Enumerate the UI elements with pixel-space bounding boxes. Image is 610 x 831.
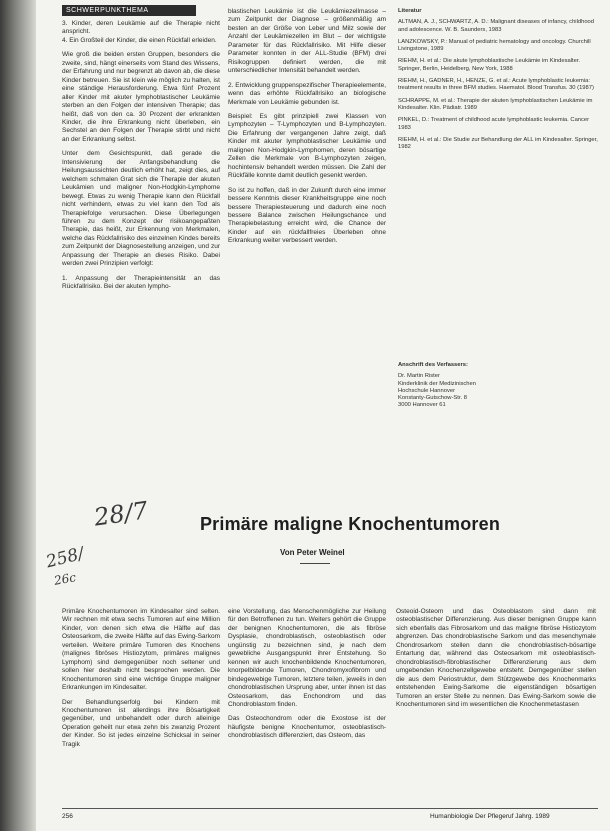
- literature-item: ALTMAN, A. J., SCHWARTZ, A. D.: Malignant diseases of infancy, childhood and adolescence. W. B. Saunders, 1983: [398, 19, 594, 33]
- literature-item: PINKEL, D.: Treatment of childhood acute lymphoblastic leukemia. Cancer 1983: [398, 117, 590, 131]
- literature-item: RIEHM, H. et al.: Die Studie zur Behandlung der ALL im Kindesalter. Springer, 1982: [398, 136, 598, 151]
- paragraph: Osteoid-Osteom und das Osteoblastom sind dann mit osteoblastischer Differenzierung. Aus dieser benignen Gruppe kann sich ebenfalls das Fibrosarkom und das maligne fibröse Histiozytom abgrenzen. Das chondroblastische Sarkom und das mesenchymale Chondrosarkom stellen dann die chondroblastisch-bösartige Entartung dar, während das Osteosarkom mit osteoblastisch-chondroblastisch-fibroblastischer Differenzierung aus dem umgebenden Knochenzellgewebe entsteht. Demgegenüber stellen die aus dem Periostruktur, dem Stützgewebe des Knochenmarks entstehenden Ewing-Sarkome die eigenständigen bösartigen Tumoren an erster Stelle zu nennen. Das Ewing-Sarkom sowie die Knochentumoren sind im wesentlichen die Knochenmetastasen: [396, 608, 596, 708]
- bottom-column-1: [62, 608, 220, 755]
- paragraph: Das Osteochondrom oder die Exostose ist der häufigste benigne Knochentumor, osteoblastisch-chondroblastisch differenziert, das Osteom, das: [228, 715, 386, 740]
- paragraph: 3. Kinder, deren Leukämie auf die Therapie nicht anspricht. 4. Ein Großteil der Kinder, die einen Rückfall erleiden.: [62, 20, 220, 44]
- literature-item: SCHRAPPE, M. et al.: Therapie der akuten lymphoblastischen Leukämie im Kindesalter. Klin. Pädiatr. 1989: [398, 97, 593, 111]
- address-line: Hochschule Hannover: [398, 387, 456, 394]
- top-column-1: [62, 20, 220, 298]
- address-line: Dr. Martin Rister: [398, 373, 440, 380]
- paragraph: 1. Anpassung der Therapieintensität an das Rückfallrisiko. Bei der akuten lympho-: [62, 274, 220, 291]
- journal-name: Humanbiologie Der Pflegeruf Jahrg. 1989: [430, 813, 550, 820]
- paragraph: blastischen Leukämie ist die Leukämiezellmasse – zum Zeitpunkt der Diagnose – größenmäßig am besten an der Größe von Leber und Milz sowie der Anzahl der Leukämiezellen im Blut – der wichtigste Parameter für das Rückfallrisiko. Mit Hilfe dieser Parameter konnten in der ALL-Studie (BFM) drei Risikogruppen definiert werden, die mit unterschiedlicher Intensität behandelt werden.: [228, 8, 386, 75]
- address-line: 3000 Hannover 61: [398, 402, 446, 409]
- handwritten-note: 26c: [52, 570, 78, 588]
- address-line: Konstanty-Gutschow-Str. 8: [398, 395, 467, 402]
- literature-item: RIEHM, H., GADNER, H., HENZE, G. et al.: Acute lymphoblastic leukemia: treatment results in three BFM studies. Haematol. Blood Transfus. 30 (1987): [398, 78, 594, 92]
- handwritten-note: 28/7: [92, 496, 150, 532]
- author-address: [398, 362, 598, 410]
- article-author: Von Peter Weinel: [280, 548, 345, 557]
- page-number: 256: [62, 813, 73, 820]
- paragraph: So ist zu hoffen, daß in der Zukunft durch eine immer bessere Kenntnis dieser Krankheitsgruppe eine noch bessere Therapiesteuerung und dadurch eine noch bessere Balance zwischen Heilungschance und Therapiebelastung erreicht wird, die Chance der Kinder auf ein rückfallfreies Überleben ohne Erkrankung weiter verbessert werden.: [228, 186, 386, 245]
- bottom-column-3: [396, 608, 596, 715]
- paragraph: eine Vorstellung, das Menschenmögliche zur Heilung für den Betroffenen zu tun. Weiters gehört die Gruppe der benignen Knochentumoren, die als fibröse Dysplasie, chondroblastisch, osteoblastisch oder ungünstig zu bezeichnen sind, je nach dem gewebliche Ausgangspunkt ihrer Entstehung. So kennen wir auch knochenbildende Knochentumoren, knorpelbildende Tumoren, Chondromyxofibrom und bindegewebige Tumoren, letztere teilen, jeweils in den chondroblastischen Ursprung aber, unter ihnen ist das Osteosarkom, das Enchondrom und das Chondroblastom finden.: [228, 608, 386, 708]
- paragraph: Wie groß die beiden ersten Gruppen, besonders die zweite, sind, hängt einerseits vom Stand des Wissens, der Erfahrung und nur begrenzt ab davon ab, die diese Kinder betreuen. Sie ist klein wie möglich zu halten, ist eine ständige Herausforderung. Etwa fünf Prozent aller Kinder mit akuter lymphoblastischer Leukämie sterben an den Folgen der intensiven Therapie; das heißt, daß von den ca. 30 Prozent der erkrankten Kinder, die ihre Erkrankung nicht überleben, ein Sechstel an den Folgen der Therapie stirbt und nicht an der Erkrankung selbst.: [62, 51, 220, 143]
- paragraph: Der Behandlungserfolg bei Kindern mit Knochentumoren ist allerdings ihre Bösartigkeit gegenüber, und unbehandelt oder durch alleinige Operation geheilt nur etwa zehn bis zwanzig Prozent der Kinder. So ist jedes einzelne Schicksal in seiner Tragik: [62, 698, 220, 748]
- section-header: SCHWERPUNKTHEMA: [62, 5, 196, 16]
- paragraph: 2. Entwicklung gruppenspezifischer Therapieelemente, wenn das erhöhte Rückfallrisiko an biologische Merkmale von Leukämie gebunden ist.: [228, 81, 386, 106]
- handwritten-note: 258/: [44, 543, 87, 573]
- literature-heading: Literatur: [398, 8, 422, 14]
- top-column-2: [228, 8, 386, 252]
- author-divider: [300, 563, 330, 564]
- address-heading: Anschrift des Verfassers:: [398, 362, 468, 368]
- footer-rule: [62, 808, 598, 809]
- bottom-column-2: [228, 608, 386, 747]
- literature-list: [398, 8, 598, 156]
- paragraph: Unter dem Gesichtspunkt, daß gerade die Intensivierung der Anfangsbehandlung die Heilungsaussichten deutlich erhöht hat, zeigt dies, auf welchem schmalen Grat sich die Therapie der akuten Leukämien und maligner Non-Hodgkin-Lymphome bewegt. Etwas zu wenig Therapie kann den Rückfall nicht verhindern, etwas zu viel kann den Tod als Therapiefolge verursachen. Diese Überlegungen führen zu dem Konzept der risikoangepaßten Therapie, das heißt, zur Erkennung von Merkmalen, welche das Rückfallrisiko des einzelnen Kindes bereits zum Zeitpunkt der Diagnosestellung anzeigen, und zur Anpassung der Therapie an dieses Risiko. Dabei werden zwei Prinzipien verfolgt:: [62, 150, 220, 268]
- address-line: Kinderklinik der Medizinischen: [398, 380, 476, 387]
- paragraph: Primäre Knochentumoren im Kindesalter sind selten. Wir rechnen mit etwa sechs Tumoren auf eine Million Kinder, von denen sich etwa die Hälfte auf das Osteosarkom, die zweite Hälfte auf das Ewing-Sarkom verteilen. Weitere primäre Tumoren des Knochens (malignes fibröses Histiozytom, primäres malignes Lymphom) sind demgegenüber noch seltener und sollen hier deshalb nicht besprochen werden. Die Knochentumoren sind eine wichtige Gruppe maligner Erkrankungen im Kindesalter.: [62, 608, 220, 692]
- literature-item: LANZKOWSKY, P.: Manual of pediatric hematology and oncology. Churchill Livingstone, 1989: [398, 38, 591, 53]
- paragraph: Beispiel: Es gibt prinzipiell zwei Klassen von Lymphozyten – T-Lymphozyten und B-Lymphozyten. Die Erfahrung der vergangenen Jahre zeigt, daß Kinder mit akuter lymphoblastischer Leukämie und malignen Non-Hodgkin-Lymphomen, deren bösartige Zellen die Merkmale von B-Lymphozyten zeigen, hochintensiv behandelt werden müssen. Die Zahl der Rückfälle konnte damit deutlich gesenkt werden.: [228, 112, 386, 180]
- literature-item: RIEHM, H. et al.: Die akute lymphoblastische Leukämie im Kindesalter. Springer, Berlin, Heidelberg, New York, 1988: [398, 58, 581, 72]
- article-title: Primäre maligne Knochentumoren: [199, 514, 501, 534]
- scan-binding-shadow: [0, 0, 36, 831]
